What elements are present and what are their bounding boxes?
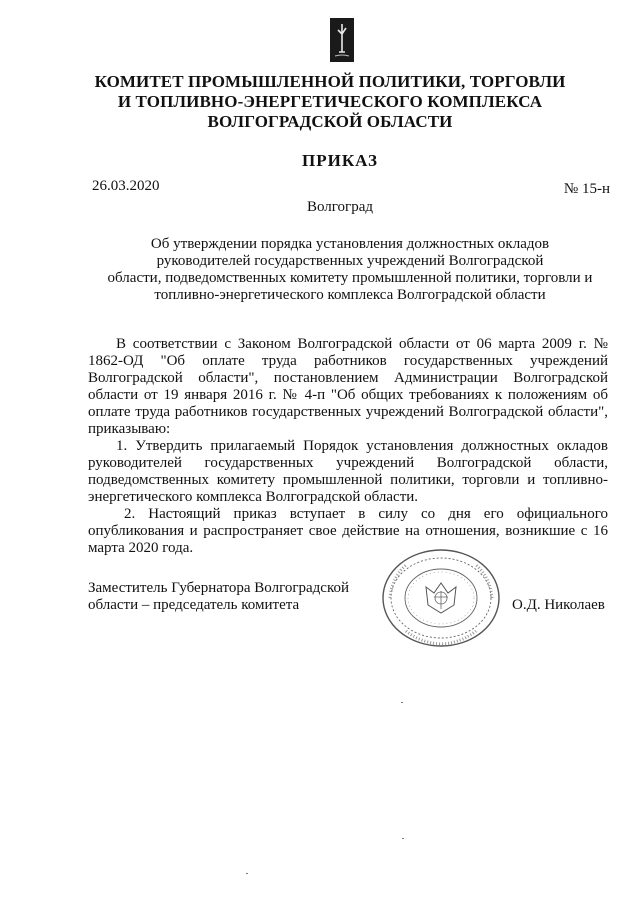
org-line: ВОЛГОГРАДСКОЙ ОБЛАСТИ [207, 112, 453, 131]
document-subject [80, 236, 620, 304]
org-line: И ТОПЛИВНО-ЭНЕРГЕТИЧЕСКОГО КОМПЛЕКСА [117, 92, 543, 111]
document-number: № 15-н [563, 181, 610, 197]
order-item-1: 1. Утвердить прилагаемый Порядок установления должностных окладов руководителей государственных учреждений Волгоградской области, подведомственных комитету промышленной политики, торговли и топливно-энергетического комплекса Волгоградской области. [88, 438, 608, 505]
document-body [88, 336, 608, 557]
order-item-2: 2. Настоящий приказ вступает в силу со дня его официального опубликования и распространяет свое действие на отношения, возникшие с 16 марта 2020 года. [88, 506, 608, 556]
org-line: КОМИТЕТ ПРОМЫШЛЕННОЙ ПОЛИТИКИ, ТОРГОВЛИ [94, 72, 566, 91]
signer-position-line: Заместитель Губернатора Волгоградской [88, 580, 350, 596]
signer-name: О.Д. Николаев [512, 597, 605, 613]
organization-name [60, 72, 600, 132]
document-city: Волгоград [306, 199, 373, 215]
preamble-paragraph: В соответствии с Законом Волгоградской области от 06 марта 2009 г. № 1862-ОД "Об оплате труда работников государственных учреждений Волгоградской области", постановлением Администрации Волгоградской области от 19 января 2016 г. № 4-п "Об общих требованиях к положениям об оплате труда работников государственных учреждений Волгоградской области", приказываю: [88, 336, 608, 437]
document-type: ПРИКАЗ [302, 151, 378, 170]
scan-speck [402, 838, 404, 839]
subject-line: руководителей государственных учреждений Волгоградской [156, 253, 544, 269]
signer-position [88, 580, 349, 614]
official-seal-icon [376, 547, 506, 649]
signer-position-line: области – председатель комитета [88, 597, 300, 613]
volgograd-emblem-icon [330, 18, 354, 62]
scan-speck [246, 873, 248, 874]
subject-line: Об утверждении порядка установления должностных окладов [150, 236, 550, 252]
document-date: 26.03.2020 [92, 178, 160, 194]
scan-speck [401, 702, 403, 703]
subject-line: области, подведомственных комитету промышленной политики, торговли и [107, 270, 593, 286]
subject-line: топливно-энергетического комплекса Волгоградской области [154, 287, 546, 303]
